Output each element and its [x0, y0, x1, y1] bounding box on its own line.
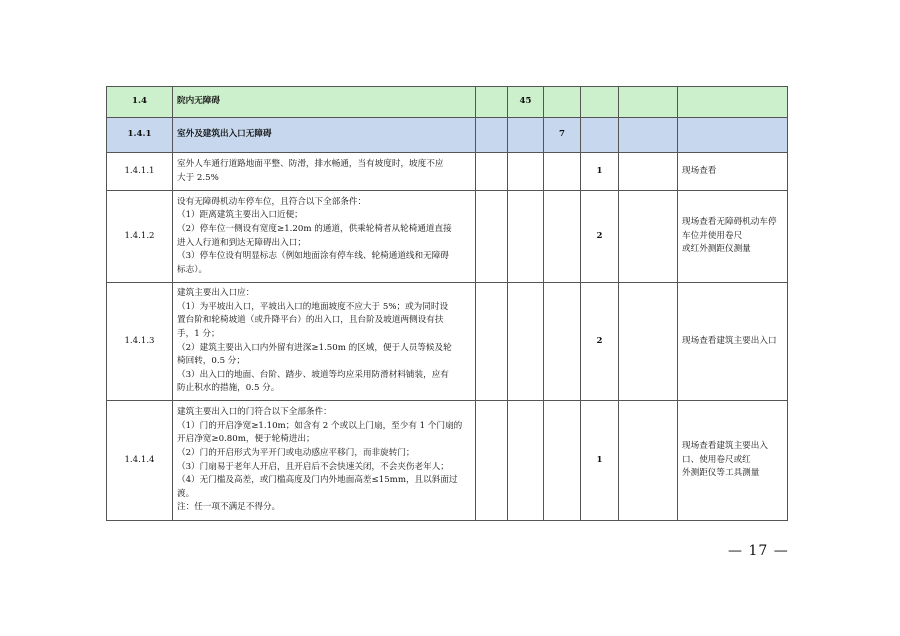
code-cell: 1.4.1.3 [107, 283, 173, 401]
description-cell: 建筑主要出入口应： （1）为平坡出入口，平坡出入口的地面坡度不应大于 5%；或为同时设 置台阶和轮椅坡道（或升降平台）的出入口，且台阶及坡道两侧设有扶 手，1 分； （2）建筑主要出入口内外留有进深≥1.50m 的区域，便于人员等候及轮 椅回转，0.5 分； （3）出入口的地面、台阶、踏步、坡道等均应采用防滑材料铺装，应有 防止积水的措施，0.5 分。 [173, 283, 476, 401]
score-cell: 7 [544, 118, 581, 153]
method-cell: 现场查看 [678, 153, 788, 191]
table-row [107, 153, 788, 191]
row-1-4 [107, 87, 788, 118]
code-cell: 1.4.1.1 [107, 153, 173, 191]
title-cell: 室外及建筑出入口无障碍 [173, 118, 476, 153]
description-cell: 室外人车通行道路地面平整、防滑，排水畅通，当有坡度时，坡度不应 大于 2.5% [173, 153, 476, 191]
code-cell: 1.4.1.2 [107, 191, 173, 283]
title-cell: 院内无障碍 [173, 87, 476, 118]
score-cell: 2 [581, 283, 619, 401]
table-row [107, 401, 788, 521]
description-cell: 建筑主要出入口的门符合以下全部条件： （1）门的开启净宽≥1.10m；如含有 2 个或以上门扇，至少有 1 个门扇的 开启净宽≥0.80m，便于轮椅进出； （2）门的开启形式为平开门或电动感应平移门，而非旋转门； （3）门扇易于老年人开启，且开启后不会快速关闭，不会夹伤老年人； （4）无门槛及高差，或门槛高度及门内外地面高差≤15mm，且以斜面过 渡。 注：任一项不满足不得分。 [173, 401, 476, 521]
table-row [107, 283, 788, 401]
score-cell: 2 [581, 191, 619, 283]
method-cell: 现场查看无障碍机动车停车位并使用卷尺 或红外测距仪测量 [678, 191, 788, 283]
description-cell: 设有无障碍机动车停车位，且符合以下全部条件： （1）距离建筑主要出入口近便； （2）停车位一侧设有宽度≥1.20m 的通道，供乘轮椅者从轮椅通道直接 进入人行道和到达无障碍出入口； （3）停车位设有明显标志（例如地面涂有停车线、轮椅通道线和无障碍 标志）。 [173, 191, 476, 283]
page-number: — 17 — [728, 543, 789, 559]
code-cell: 1.4 [107, 87, 173, 118]
table-row [107, 191, 788, 283]
score-cell: 1 [581, 401, 619, 521]
method-cell: 现场查看建筑主要出入口、使用卷尺或红 外测距仪等工具测量 [678, 401, 788, 521]
method-cell: 现场查看建筑主要出入口 [678, 283, 788, 401]
row-1-4-1 [107, 118, 788, 153]
code-cell: 1.4.1.4 [107, 401, 173, 521]
code-cell: 1.4.1 [107, 118, 173, 153]
score-cell: 1 [581, 153, 619, 191]
score-cell: 45 [508, 87, 544, 118]
standards-table [106, 86, 788, 521]
